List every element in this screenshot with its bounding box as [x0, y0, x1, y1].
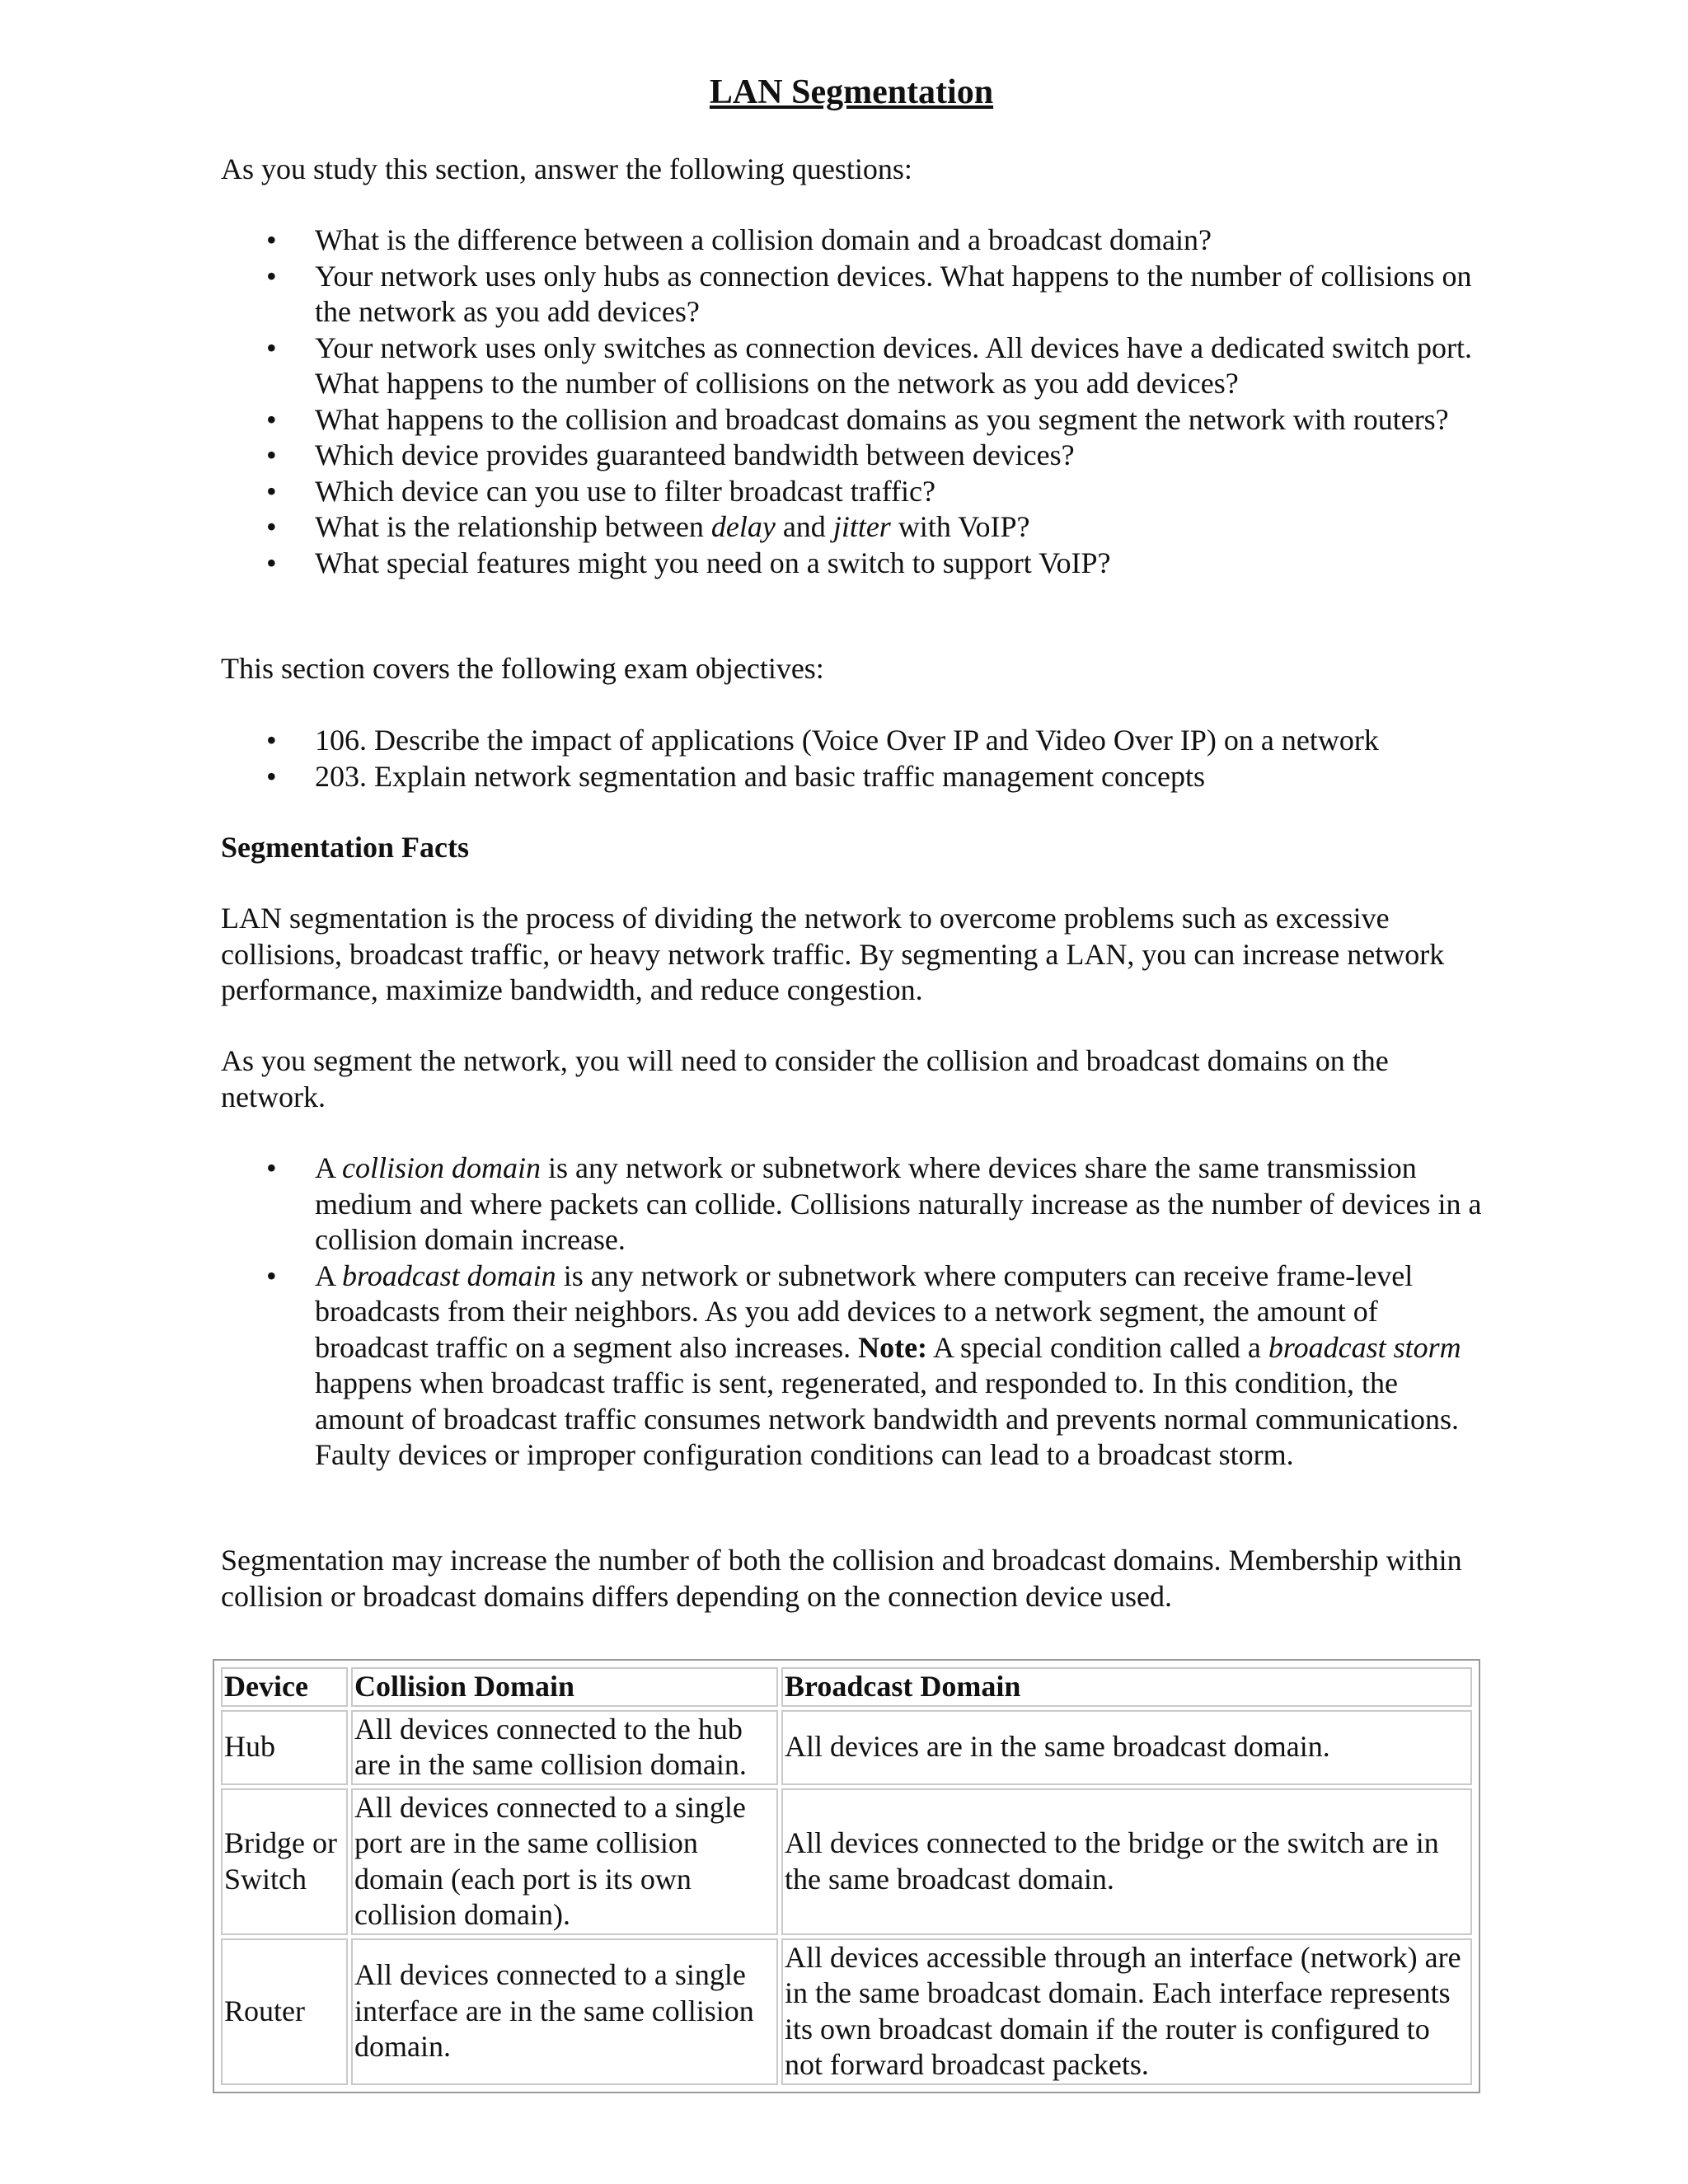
device-domain-table [213, 1659, 1480, 2093]
device-cell: Hub [221, 1710, 348, 1785]
header-collision-domain: Collision Domain [351, 1667, 778, 1707]
question-list [221, 223, 1482, 581]
note-label: Note: [858, 1330, 928, 1364]
question-item: • Your network uses only hubs as connection devices. What happens to the number of collisions on the network as you add devices? [221, 259, 1482, 330]
question-item: • Which device can you use to filter broadcast traffic? [221, 474, 1482, 510]
objective-item: • 203. Explain network segmentation and basic traffic management concepts [221, 759, 1482, 795]
question-item: • What is the difference between a collision domain and a broadcast domain? [221, 223, 1482, 259]
table-row [221, 1710, 1472, 1785]
section-heading: Segmentation Facts [221, 831, 469, 864]
intro-text: As you study this section, answer the following questions: [221, 152, 912, 185]
device-cell: Router [221, 1938, 348, 2085]
device-cell: Bridge or Switch [221, 1788, 348, 1935]
summary-paragraph: Segmentation may increase the number of both the collision and broadcast domains. Membership within collision or broadcast domains differs depending on the connection device used. [221, 1544, 1462, 1613]
collision-cell: All devices connected to a single port are in the same collision domain (each port is its own collision domain). [351, 1788, 778, 1935]
facts-paragraph-1: LAN segmentation is the process of dividing the network to overcome problems such as excessive collisions, broadcast traffic, or heavy network traffic. By segmenting a LAN, you can increase network performance, maximize bandwidth, and reduce congestion. [221, 902, 1445, 1006]
page-title: LAN Segmentation [709, 73, 994, 111]
question-item: • What is the relationship between delay and jitter with VoIP? [221, 509, 1482, 546]
domain-definitions [221, 1151, 1482, 1474]
objectives-list [221, 723, 1482, 794]
header-device: Device [221, 1667, 348, 1707]
broadcast-domain-definition: • A broadcast domain is any network or subnetwork where computers can receive frame-level broadcasts from their neighbors. As you add devices to a network segment, the amount of broadcast traffic on a segment also increases. Note: A special condition called a broadcast storm happens when broadcast traffic is sent, regenerated, and responded to. In this condition, the amount of broadcast traffic consumes network bandwidth and prevents normal communications. Faulty devices or improper configuration conditions can lead to a broadcast storm. [221, 1258, 1482, 1474]
objectives-intro: This section covers the following exam objectives: [221, 652, 824, 685]
header-broadcast-domain: Broadcast Domain [781, 1667, 1472, 1707]
broadcast-cell: All devices connected to the bridge or the switch are in the same broadcast domain. [781, 1788, 1472, 1935]
question-item: • Which device provides guaranteed bandwidth between devices? [221, 438, 1482, 474]
question-item: • What special features might you need on a switch to support VoIP? [221, 546, 1482, 582]
collision-cell: All devices connected to the hub are in the same collision domain. [351, 1710, 778, 1785]
question-item: • Your network uses only switches as connection devices. All devices have a dedicated switch port. What happens to the number of collisions on the network as you add devices? [221, 330, 1482, 402]
broadcast-cell: All devices are in the same broadcast domain. [781, 1710, 1472, 1785]
objective-item: • 106. Describe the impact of applications (Voice Over IP and Video Over IP) on a network [221, 723, 1482, 759]
broadcast-cell: All devices accessible through an interface (network) are in the same broadcast domain. Each interface represents its own broadcast domain if the router is configured to not forward broadcast packets. [781, 1938, 1472, 2085]
question-item: • What happens to the collision and broadcast domains as you segment the network with routers? [221, 402, 1482, 438]
collision-domain-definition: • A collision domain is any network or subnetwork where devices share the same transmission medium and where packets can collide. Collisions naturally increase as the number of devices in a collision domain increase. [221, 1151, 1482, 1258]
table-row [221, 1938, 1472, 2085]
facts-paragraph-2: As you segment the network, you will need to consider the collision and broadcast domains on the network. [221, 1044, 1389, 1113]
table-row [221, 1788, 1472, 1935]
table-header-row [221, 1667, 1472, 1707]
collision-cell: All devices connected to a single interface are in the same collision domain. [351, 1938, 778, 2085]
